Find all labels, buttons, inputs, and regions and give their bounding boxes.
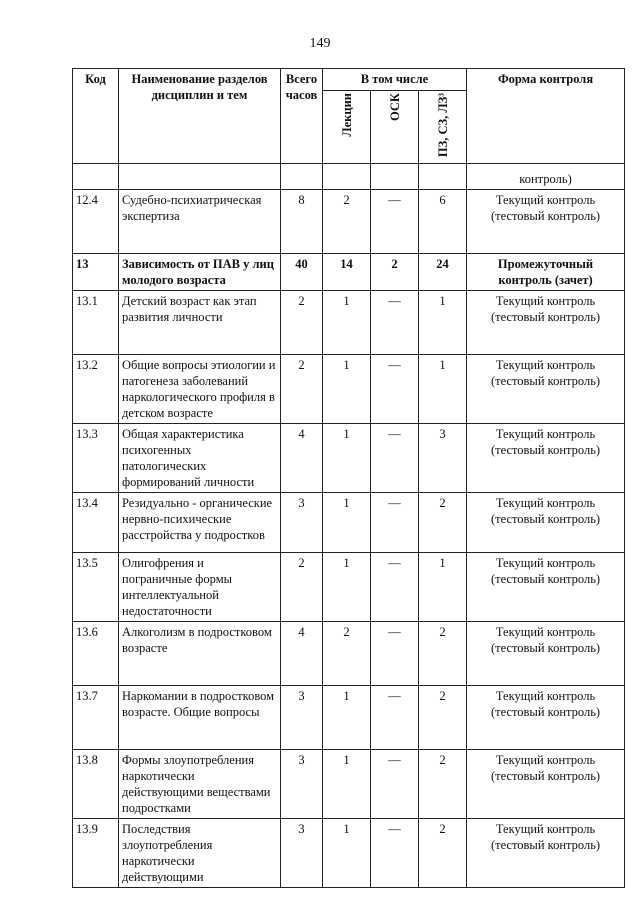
row-control-form: Текущий контроль (тестовый контроль) xyxy=(467,553,625,622)
row-code: 13.4 xyxy=(73,493,119,553)
row-control-form: Текущий контроль (тестовый контроль) xyxy=(467,622,625,686)
curriculum-table xyxy=(72,68,625,888)
row-control-form: Текущий контроль (тестовый контроль) xyxy=(467,190,625,254)
header-code: Код xyxy=(73,69,119,164)
row-osk: — xyxy=(371,493,419,553)
row-total: 3 xyxy=(281,493,323,553)
row-control-form: Текущий контроль (тестовый контроль) xyxy=(467,493,625,553)
row-name: Общая характеристика психогенных патологических формирований личности xyxy=(119,424,281,493)
table-row xyxy=(73,553,625,622)
header-total: Всего часов xyxy=(281,69,323,164)
row-name: Зависимость от ПАВ у лиц молодого возраста xyxy=(119,254,281,291)
row-total: 4 xyxy=(281,424,323,493)
row-code: 13.2 xyxy=(73,355,119,424)
row-total: 3 xyxy=(281,750,323,819)
row-practice: 1 xyxy=(419,291,467,355)
row-total: 3 xyxy=(281,819,323,888)
row-lectures: 1 xyxy=(323,424,371,493)
row-control-form: Текущий контроль (тестовый контроль) xyxy=(467,424,625,493)
row-lectures: 1 xyxy=(323,355,371,424)
row-name: Наркомании в подростковом возрасте. Общие вопросы xyxy=(119,686,281,750)
row-practice: 2 xyxy=(419,819,467,888)
row-lectures: 1 xyxy=(323,686,371,750)
row-name: Общие вопросы этиологии и патогенеза заболеваний наркологического профиля в детском возрасте xyxy=(119,355,281,424)
header-practice: ПЗ, СЗ, ЛЗ³ xyxy=(435,93,450,158)
row-total: 2 xyxy=(281,553,323,622)
row-osk: — xyxy=(371,819,419,888)
table-row xyxy=(73,622,625,686)
continuation-row xyxy=(73,164,625,190)
header-lectures: Лекции xyxy=(339,93,354,137)
row-control-form: Текущий контроль (тестовый контроль) xyxy=(467,686,625,750)
row-control-form: Текущий контроль (тестовый контроль) xyxy=(467,355,625,424)
row-lectures: 1 xyxy=(323,553,371,622)
row-practice: 24 xyxy=(419,254,467,291)
row-total: 40 xyxy=(281,254,323,291)
row-lectures: 1 xyxy=(323,291,371,355)
continuation-text: контроль) xyxy=(467,164,625,190)
table-row xyxy=(73,254,625,291)
row-total: 3 xyxy=(281,686,323,750)
header-control-form: Форма контроля xyxy=(467,69,625,164)
row-code: 13.3 xyxy=(73,424,119,493)
row-control-form: Текущий контроль (тестовый контроль) xyxy=(467,291,625,355)
row-practice: 6 xyxy=(419,190,467,254)
row-code: 13.9 xyxy=(73,819,119,888)
table-row xyxy=(73,291,625,355)
row-practice: 3 xyxy=(419,424,467,493)
row-osk: — xyxy=(371,686,419,750)
row-practice: 2 xyxy=(419,686,467,750)
row-code: 13.1 xyxy=(73,291,119,355)
row-practice: 2 xyxy=(419,622,467,686)
row-lectures: 2 xyxy=(323,190,371,254)
row-osk: — xyxy=(371,622,419,686)
header-name: Наименование разделов дисциплин и тем xyxy=(119,69,281,164)
row-total: 2 xyxy=(281,355,323,424)
row-code: 13.5 xyxy=(73,553,119,622)
row-code: 13.7 xyxy=(73,686,119,750)
row-code: 13.6 xyxy=(73,622,119,686)
row-code: 13 xyxy=(73,254,119,291)
row-lectures: 2 xyxy=(323,622,371,686)
row-lectures: 1 xyxy=(323,819,371,888)
table-row xyxy=(73,190,625,254)
row-code: 12.4 xyxy=(73,190,119,254)
row-osk: — xyxy=(371,750,419,819)
row-osk: — xyxy=(371,553,419,622)
row-osk: — xyxy=(371,424,419,493)
row-name: Олигофрения и пограничные формы интеллектуальной недостаточности xyxy=(119,553,281,622)
row-name: Формы злоупотребления наркотически действующими веществами подростками xyxy=(119,750,281,819)
row-practice: 2 xyxy=(419,493,467,553)
row-osk: — xyxy=(371,190,419,254)
table-row xyxy=(73,424,625,493)
row-control-form: Промежуточный контроль (зачет) xyxy=(467,254,625,291)
header-osk: ОСК xyxy=(387,93,402,121)
row-total: 4 xyxy=(281,622,323,686)
row-lectures: 14 xyxy=(323,254,371,291)
row-control-form: Текущий контроль (тестовый контроль) xyxy=(467,819,625,888)
row-name: Алкоголизм в подростковом возрасте xyxy=(119,622,281,686)
row-name: Детский возраст как этап развития личности xyxy=(119,291,281,355)
row-lectures: 1 xyxy=(323,493,371,553)
row-practice: 2 xyxy=(419,750,467,819)
table-row xyxy=(73,819,625,888)
row-osk: — xyxy=(371,355,419,424)
row-lectures: 1 xyxy=(323,750,371,819)
header-including: В том числе xyxy=(323,69,467,91)
table-row xyxy=(73,750,625,819)
table-row xyxy=(73,493,625,553)
row-practice: 1 xyxy=(419,355,467,424)
row-code: 13.8 xyxy=(73,750,119,819)
row-name: Судебно-психиатрическая экспертиза xyxy=(119,190,281,254)
row-control-form: Текущий контроль (тестовый контроль) xyxy=(467,750,625,819)
row-total: 2 xyxy=(281,291,323,355)
row-name: Резидуально - органические нервно-психические расстройства у подростков xyxy=(119,493,281,553)
row-name: Последствия злоупотребления наркотически действующими xyxy=(119,819,281,888)
row-practice: 1 xyxy=(419,553,467,622)
row-osk: — xyxy=(371,291,419,355)
row-osk: 2 xyxy=(371,254,419,291)
page-number: 149 xyxy=(309,36,331,51)
row-total: 8 xyxy=(281,190,323,254)
table-row xyxy=(73,355,625,424)
table-row xyxy=(73,686,625,750)
